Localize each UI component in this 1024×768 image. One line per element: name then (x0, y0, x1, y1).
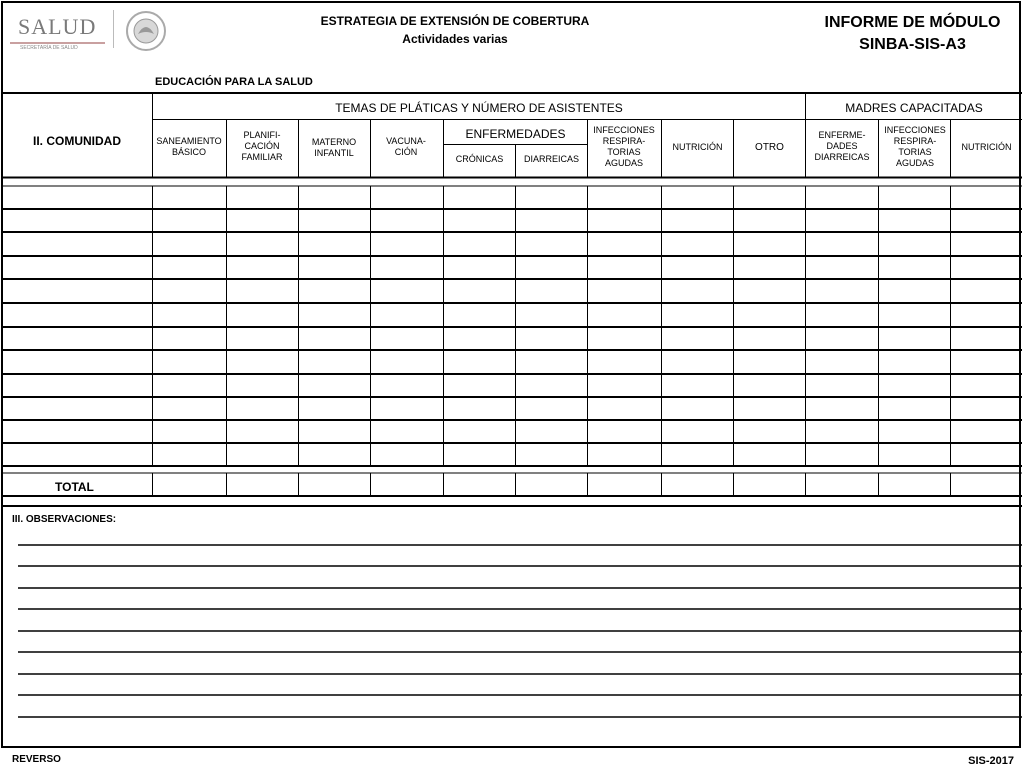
col-otro: OTRO (755, 142, 784, 153)
section-label: EDUCACIÓN PARA LA SALUD (155, 76, 313, 88)
footer-reverso: REVERSO (12, 754, 61, 765)
report-code: SINBA-SIS-A3 (859, 36, 966, 53)
col-m-nutricion: NUTRICIÓN (961, 142, 1012, 152)
madres-group-label: MADRES CAPACITADAS (845, 101, 983, 115)
col-nutricion: NUTRICIÓN (672, 142, 723, 152)
col-diarreicas: DIARREICAS (523, 154, 579, 164)
col-materno: MATERNO INFANTIL (311, 137, 357, 158)
strategy-subtitle: Actividades varias (402, 32, 508, 46)
col-infecciones: INFECCIONES RESPIRA- TORIAS AGUDAS (593, 125, 655, 168)
logo-wordmark: SALUD (18, 14, 97, 39)
report-title: INFORME DE MÓDULO (824, 14, 1001, 31)
col-m-infecciones: INFECCIONES RESPIRA- TORIAS AGUDAS (884, 125, 946, 168)
logo-subtext: SECRETARÍA DE SALUD (20, 45, 78, 51)
col-saneamiento: SANEAMIENTO BÁSICO (156, 136, 222, 157)
total-label: TOTAL (55, 480, 94, 494)
strategy-title: ESTRATEGIA DE EXTENSIÓN DE COBERTURA (320, 14, 590, 28)
footer-code: SIS-2017 (968, 755, 1014, 767)
temas-group-label: TEMAS DE PLÁTICAS Y NÚMERO DE ASISTENTES (335, 101, 623, 115)
col-m-enfermedades: ENFERME- DADES DIARREICAS (814, 130, 870, 162)
observaciones-label: III. OBSERVACIONES: (12, 514, 117, 525)
group-enfermedades: ENFERMEDADES (465, 127, 566, 141)
comunidad-label: II. COMUNIDAD (33, 134, 121, 148)
col-cronicas: CRÓNICAS (455, 154, 504, 164)
col-planificacion: PLANIFI- CACIÓN FAMILIAR (241, 130, 283, 162)
col-vacunacion: VACUNA- CIÓN (386, 136, 426, 157)
